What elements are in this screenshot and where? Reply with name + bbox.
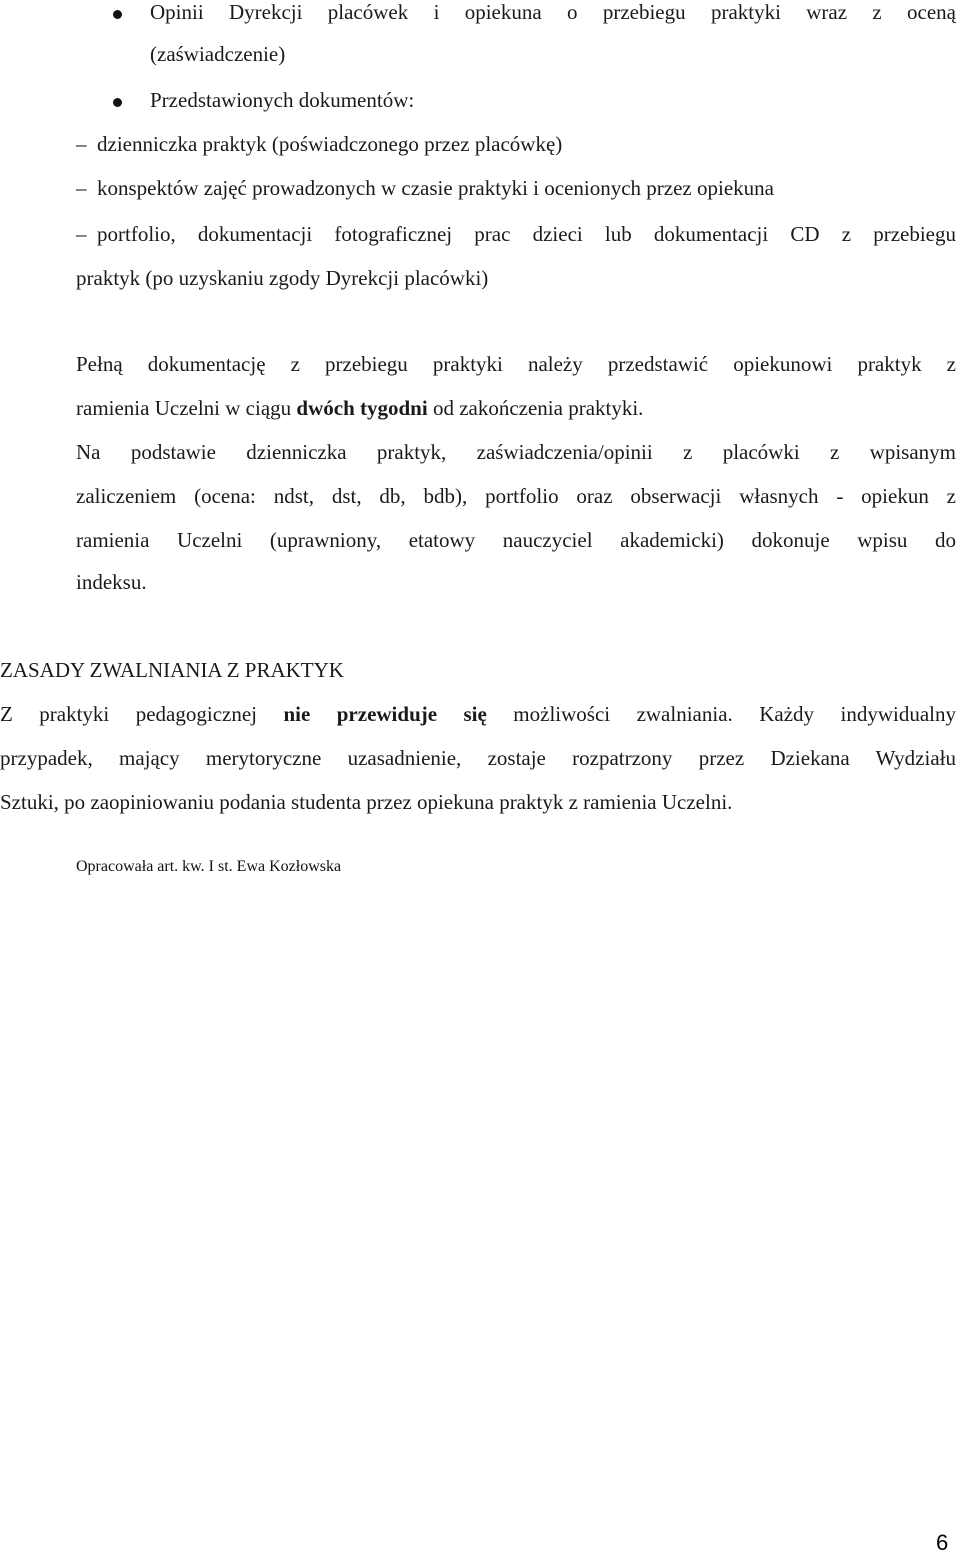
dash-icon: – [76, 176, 87, 200]
bullet-item-1-line-1: Opinii Dyrekcji placówek i opiekuna o przebiegu praktyki wraz z oceną [150, 0, 956, 24]
emphasis-text: dwóch tygodni [296, 396, 428, 420]
paragraph-line [0, 702, 956, 727]
bullet-item-1-line-2: (zaświadczenie) [150, 42, 286, 66]
dash-item-1: dzienniczka praktyk (poświadczonego przez placówkę) [97, 132, 563, 156]
paragraph-line: ramienia Uczelni (uprawniony, etatowy nauczyciel akademicki) dokonuje wpisu do [76, 528, 956, 552]
dash-item-3-continuation: praktyk (po uzyskaniu zgody Dyrekcji placówki) [76, 266, 489, 290]
paragraph-line: Sztuki, po zaopiniowaniu podania studenta przez opiekuna praktyk z ramienia Uczelni. [0, 790, 733, 814]
text-run: od zakończenia praktyki. [427, 396, 644, 420]
emphasis-text: nie przewiduje się [283, 702, 487, 726]
paragraph-line: przypadek, mający merytoryczne uzasadnienie, zostaje rozpatrzony przez Dziekana Wydziału [0, 746, 956, 770]
text-run: możliwości zwalniania. Każdy indywidualny [486, 702, 956, 726]
paragraph-line: Pełną dokumentację z przebiegu praktyki należy przedstawić opiekunowi praktyk z [76, 352, 956, 376]
bullet-item-2: Przedstawionych dokumentów: [150, 88, 415, 112]
dash-icon: – [76, 222, 87, 246]
bullet-icon [113, 98, 122, 107]
dash-item-3: portfolio, dokumentacji fotograficznej prac dzieci lub dokumentacji CD z przebiegu [97, 222, 956, 246]
dash-icon: – [76, 132, 87, 156]
page-number: 6 [936, 1530, 949, 1555]
text-run: ramienia Uczelni w ciągu [76, 396, 297, 420]
author-signature: Opracowała art. kw. I st. Ewa Kozłowska [76, 858, 342, 875]
dash-item-2: konspektów zajęć prowadzonych w czasie praktyki i ocenionych przez opiekuna [97, 176, 774, 200]
bullet-icon [113, 10, 122, 19]
paragraph-line: indeksu. [76, 570, 147, 594]
paragraph-line: zaliczeniem (ocena: ndst, dst, db, bdb), portfolio oraz obserwacji własnych - opiekun z [76, 484, 956, 508]
paragraph-line [76, 396, 643, 421]
text-run: Z praktyki pedagogicznej [0, 702, 284, 726]
section-heading: ZASADY ZWALNIANIA Z PRAKTYK [0, 658, 344, 682]
paragraph-line: Na podstawie dzienniczka praktyk, zaświadczenia/opinii z placówki z wpisanym [76, 440, 956, 464]
